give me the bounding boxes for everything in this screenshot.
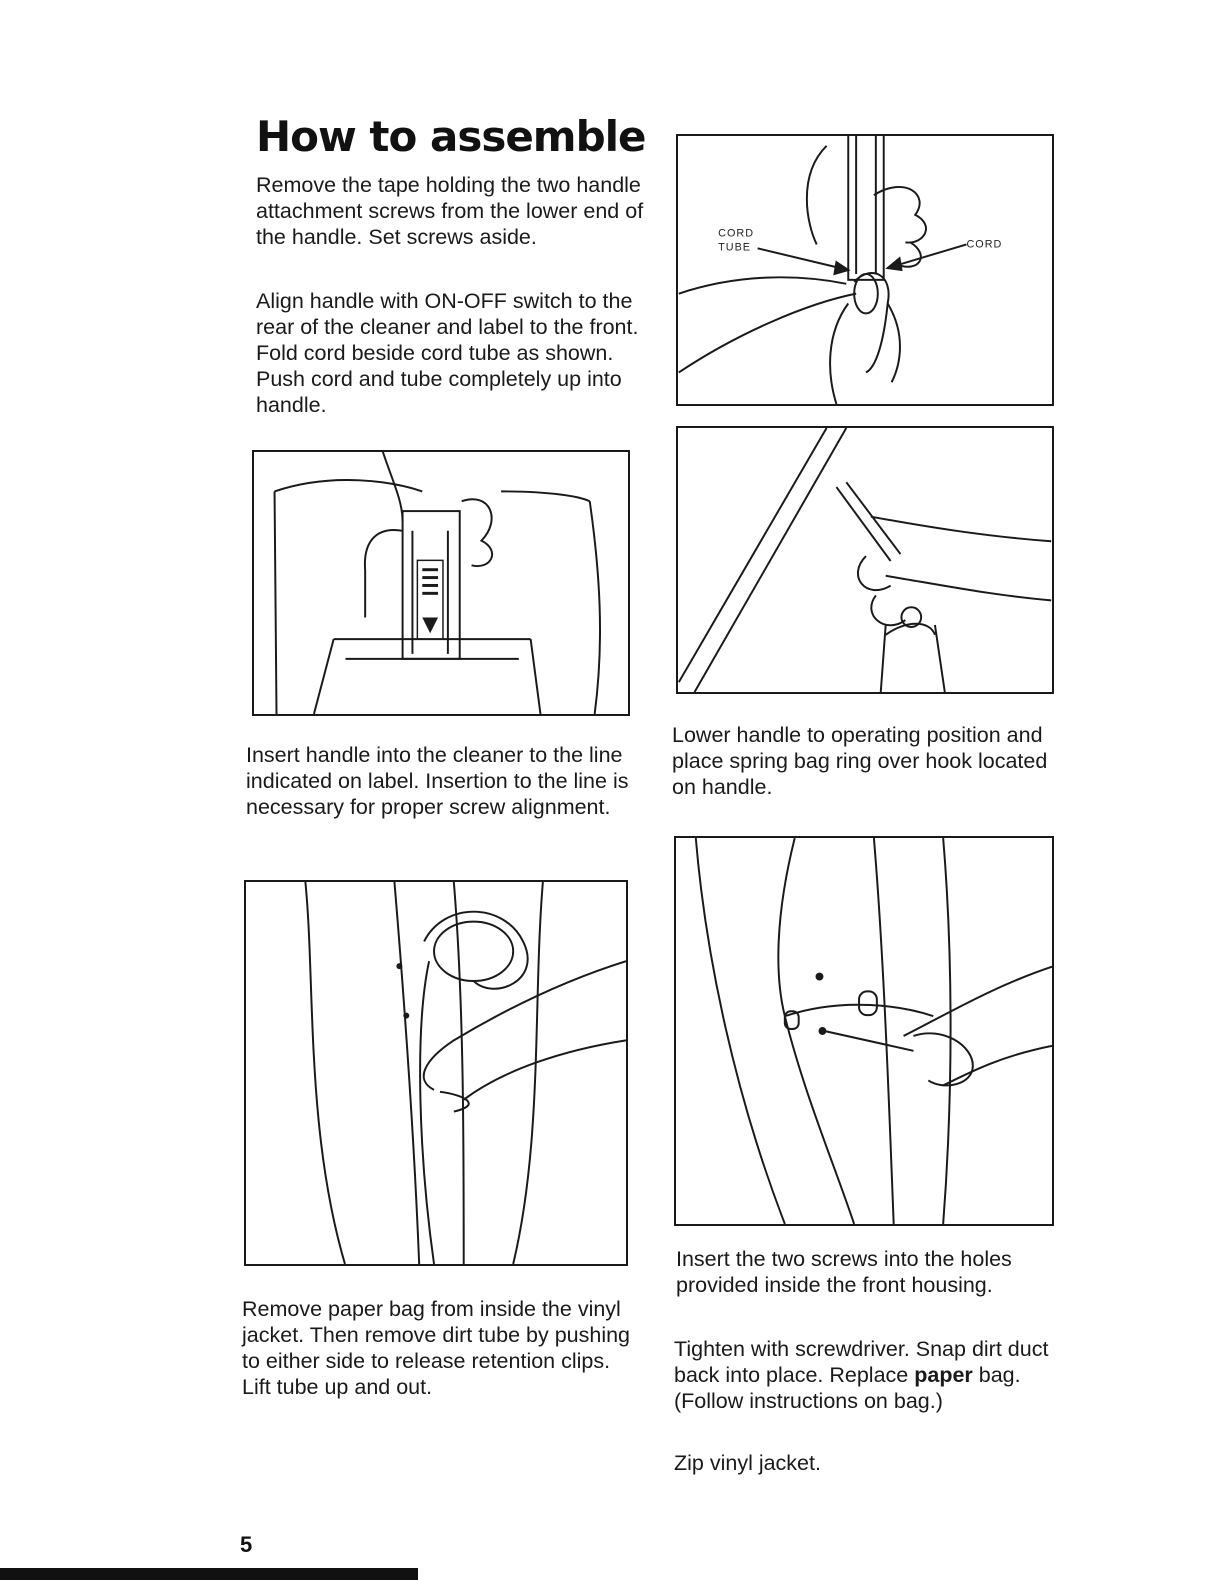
- cord-tube-label-line2: TUBE: [718, 241, 752, 254]
- insert-screws-illustration: [676, 838, 1052, 1224]
- figure-remove-paper-bag: [244, 880, 628, 1266]
- figure-cord-tube: [676, 134, 1054, 406]
- step-remove-tape-text: Remove the tape holding the two handle attachment screws from the lower end of the handle. Set screws aside.: [256, 173, 644, 249]
- figure-insert-handle: [252, 450, 630, 716]
- step-align-handle-text: Align handle with ON-OFF switch to the rear of the cleaner and label to the front. Fold cord beside cord tube as shown. Push cord and tube completely up into handle.: [256, 289, 639, 417]
- step-insert-handle-text: Insert handle into the cleaner to the line indicated on label. Insertion to the line is necessary for proper screw alignment.: [246, 743, 629, 819]
- step-tighten-text-end: bag. (Follow instructions on bag.): [674, 1363, 1021, 1413]
- footer-bar: [0, 1568, 418, 1580]
- cord-label: CORD: [966, 238, 1003, 251]
- step-insert-screws-text: Insert the two screws into the holes provided inside the front housing.: [676, 1247, 1012, 1297]
- insert-handle-illustration: [254, 452, 628, 714]
- remove-paper-bag-illustration: [246, 882, 626, 1264]
- figure-spring-bag-ring: [676, 426, 1054, 694]
- page-number: 5: [240, 1532, 253, 1557]
- step-tighten-text-start: Tighten with screwdriver. Snap dirt duct back into place. Replace: [674, 1337, 1049, 1387]
- step-tighten-text: [674, 1336, 1054, 1414]
- figure-insert-screws: [674, 836, 1054, 1226]
- page-title: How to assemble: [256, 112, 646, 161]
- step-tighten-bold-word: paper: [914, 1363, 973, 1387]
- cord-tube-label-line1: CORD: [718, 227, 755, 240]
- spring-bag-ring-illustration: [678, 428, 1052, 692]
- step-lower-handle-text: Lower handle to operating position and place spring bag ring over hook located on handle.: [672, 723, 1048, 799]
- step-zip-jacket-text: Zip vinyl jacket.: [674, 1451, 821, 1475]
- cord-tube-illustration: [678, 136, 1052, 404]
- step-remove-bag-text: Remove paper bag from inside the vinyl jacket. Then remove dirt tube by pushing to either side to release retention clips. Lift tube up and out.: [242, 1297, 631, 1399]
